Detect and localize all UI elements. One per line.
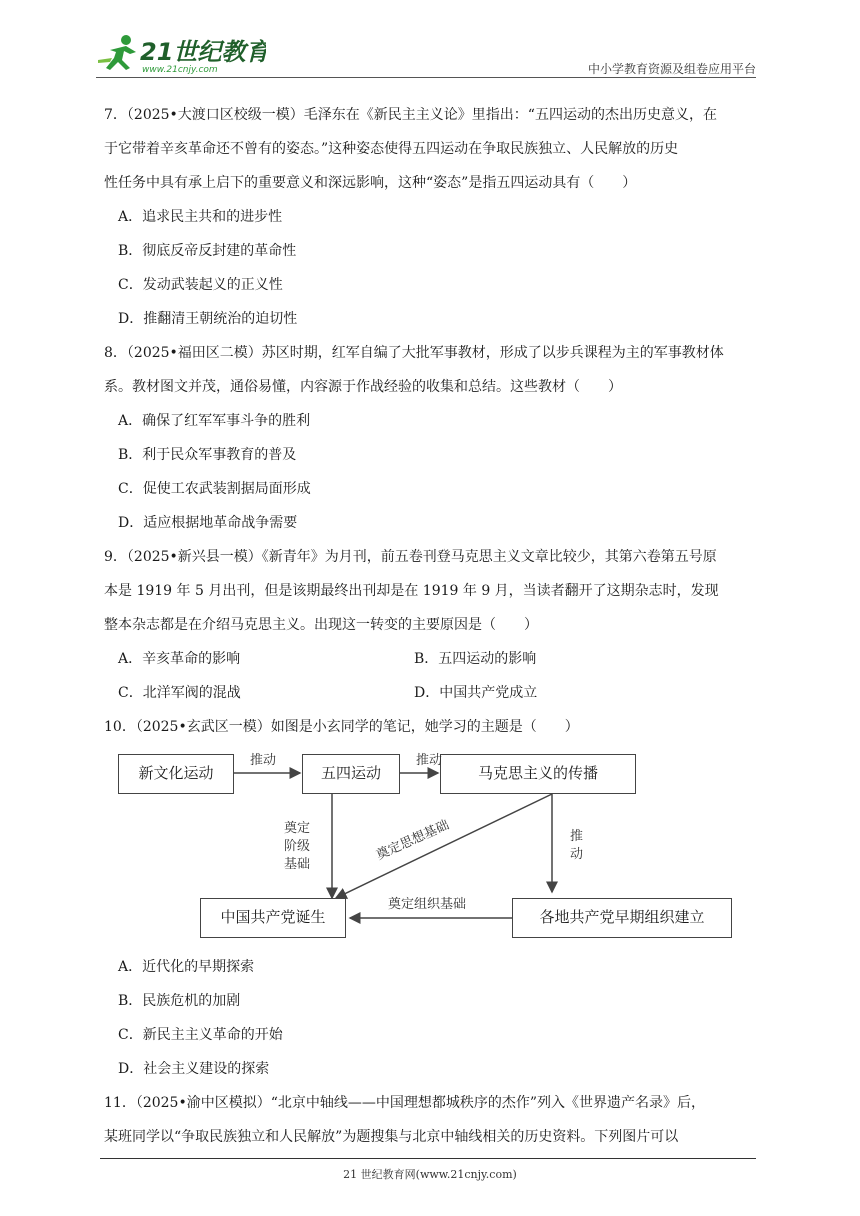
option-c: C．促使工农武装割据局面形成: [118, 481, 311, 497]
label-char: 奠定: [283, 821, 310, 836]
label-class-basis: [282, 820, 312, 874]
box-cpc-founded: 中国共产党诞生: [200, 898, 346, 938]
question-8: [104, 336, 764, 540]
question-text: 8．（2025•福田区二模）苏区时期，红军自编了大批军事教材，形成了以步兵课程为主的军事教材体: [104, 345, 724, 361]
platform-name: 中小学教育资源及组卷应用平台: [587, 62, 756, 76]
logo-icon: [96, 30, 266, 76]
question-text: 9．（2025•新兴县一模）《新青年》为月刊，前五卷刊登马克思主义文章比较少，其第六卷第五号原: [104, 549, 717, 565]
option-a: A．辛亥革命的影响: [118, 651, 241, 667]
footer-text: 21 世纪教育网(www.21cnjy.com): [343, 1168, 517, 1181]
label-char: 动: [570, 847, 584, 862]
label-push: 推动: [416, 753, 443, 768]
footer-divider: [100, 1158, 756, 1159]
box-may-fourth: 五四运动: [302, 754, 400, 794]
label-push: 推动: [250, 753, 277, 768]
header-divider: [96, 77, 756, 78]
question-11: [104, 1086, 764, 1154]
question-text: 10．（2025•玄武区一模）如图是小玄同学的笔记，她学习的主题是（ ）: [104, 719, 579, 735]
option-b: B．五四运动的影响: [414, 651, 537, 667]
option-row: [104, 642, 764, 676]
option-c: C．北洋军阀的混战: [118, 685, 241, 701]
label-char: 基础: [283, 857, 310, 872]
box-marxism: 马克思主义的传播: [440, 754, 636, 794]
label-char: 阶级: [283, 839, 310, 854]
question-text: 11．（2025•渝中区模拟）“北京中轴线——中国理想都城秩序的杰作”列入《世界遗产名录》后，: [104, 1095, 706, 1111]
question-list: [104, 98, 764, 1154]
label-org-basis: 奠定组织基础: [388, 897, 467, 912]
option-c: C．发动武装起义的正义性: [118, 277, 283, 293]
question-text: 性任务中具有承上启下的重要意义和深远影响，这种“姿态”是指五四运动具有（ ）: [104, 175, 637, 191]
box-early-orgs: 各地共产党早期组织建立: [512, 898, 732, 938]
question-text: 7．（2025•大渡口区校级一模）毛泽东在《新民主主义论》里指出：“五四运动的杰出历史意义，在: [104, 107, 717, 123]
notes-diagram: [104, 746, 764, 946]
option-d: D．社会主义建设的探索: [118, 1061, 270, 1077]
box-new-culture: 新文化运动: [118, 754, 234, 794]
option-d: D．适应根据地革命战争需要: [118, 515, 298, 531]
option-a: A．追求民主共和的进步性: [118, 209, 283, 225]
option-b: B．彻底反帝反封建的革命性: [118, 243, 297, 259]
question-text: 本是 1919 年 5 月出刊，但是该期最终出刊却是在 1919 年 9 月，当读者翻开了这期杂志时，发现: [104, 583, 719, 599]
label-push-vertical: [570, 828, 583, 864]
question-text: 系。教材图文并茂，通俗易懂，内容源于作战经验的收集和总结。这些教材（ ）: [104, 379, 622, 395]
question-text: 某班同学以“争取民族独立和人民解放”为题搜集与北京中轴线相关的历史资料。下列图片可以: [104, 1129, 679, 1145]
svg-text:21世纪教育: 21世纪教育: [140, 38, 266, 66]
option-b: B．民族危机的加剧: [118, 993, 241, 1009]
logo: [96, 30, 266, 80]
option-b: B．利于民众军事教育的普及: [118, 447, 297, 463]
question-9: [104, 540, 764, 710]
question-10: [104, 710, 764, 1086]
question-7: [104, 98, 764, 336]
question-text: 于它带着辛亥革命还不曾有的姿态。”这种姿态使得五四运动在争取民族独立、人民解放的历史: [104, 141, 679, 157]
option-c: C．新民主主义革命的开始: [118, 1027, 283, 1043]
page-header: [96, 30, 756, 78]
option-d: D．推翻清王朝统治的迫切性: [118, 311, 298, 327]
svg-text:www.21cnjy.com: www.21cnjy.com: [142, 65, 218, 75]
option-d: D．中国共产党成立: [414, 685, 538, 701]
option-a: A．确保了红军军事斗争的胜利: [118, 413, 311, 429]
question-text: 整本杂志都是在介绍马克思主义。出现这一转变的主要原因是（ ）: [104, 617, 538, 633]
option-row: [104, 676, 764, 710]
option-a: A．近代化的早期探索: [118, 959, 255, 975]
label-thought-basis: 奠定思想基础: [374, 817, 452, 864]
label-char: 推: [570, 829, 584, 844]
